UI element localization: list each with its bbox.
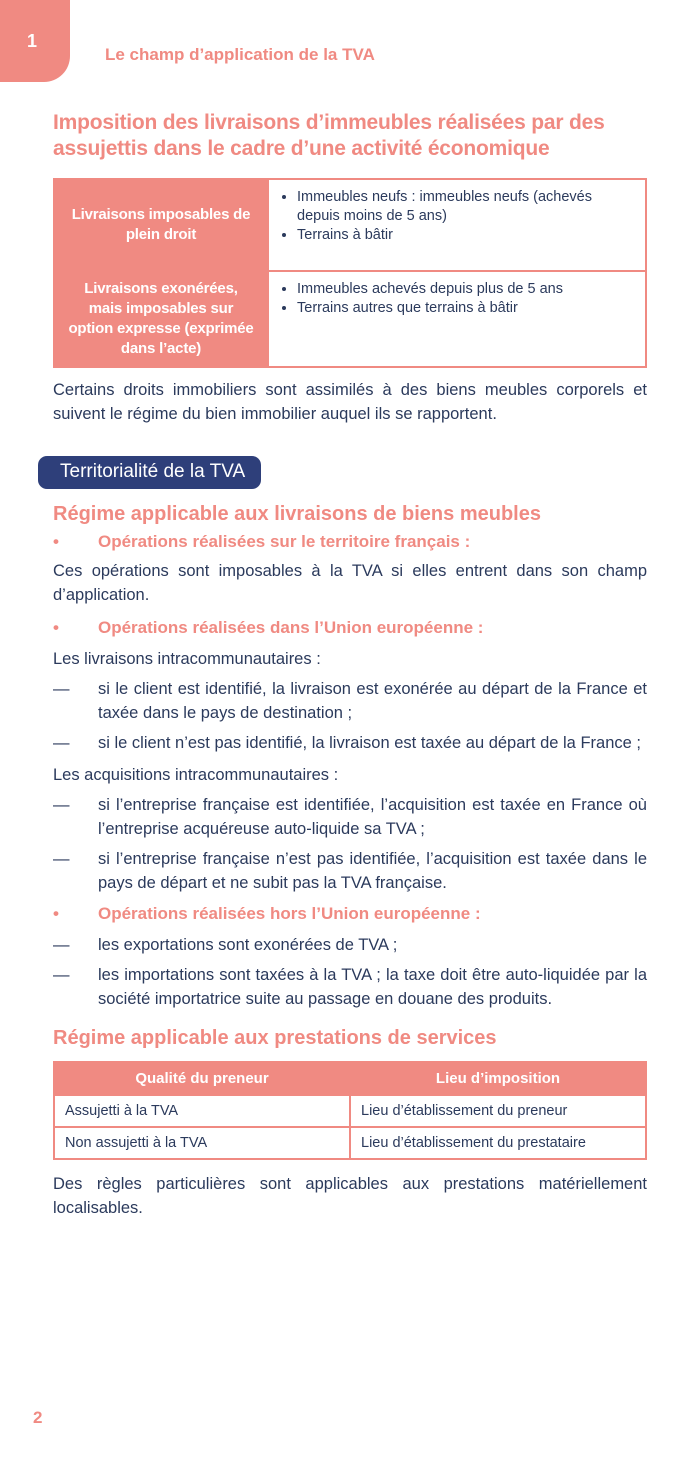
table-row — [54, 179, 646, 271]
list-item: — si le client est identifié, la livraison est exonérée au départ de la France et taxée dans le pays de destination ; — [53, 677, 647, 725]
hors-ue-heading: • Opérations réalisées hors l’Union européenne : — [53, 901, 647, 927]
list-item: — si l’entreprise française n’est pas identifiée, l’acquisition est taxée dans le pays de départ et ne subit pas la TVA française. — [53, 847, 647, 895]
list-item: • Immeubles achevés depuis plus de 5 ans — [297, 280, 635, 299]
france-heading: • Opérations réalisées sur le territoire français : — [53, 529, 647, 555]
row-values — [268, 271, 646, 367]
services-table — [53, 1061, 647, 1160]
table-cell: Lieu d’établissement du prestataire — [350, 1127, 646, 1159]
list-item: — si le client n’est pas identifié, la livraison est taxée au départ de la France ; — [53, 731, 647, 755]
row-label: Livraisons exonérées, mais imposables sur option expresse (exprimée dans l’acte) — [54, 271, 268, 367]
ue-heading: • Opérations réalisées dans l’Union européenne : — [53, 615, 647, 641]
dash-icon: — — [53, 850, 70, 868]
row-values — [268, 179, 646, 271]
table-row — [54, 271, 646, 367]
table-row — [54, 1095, 646, 1127]
livraisons-table — [53, 178, 647, 368]
table-header-row — [54, 1062, 646, 1095]
livraisons-intro: Les livraisons intracommunautaires : — [53, 650, 321, 668]
running-title: Le champ d’application de la TVA — [105, 45, 375, 64]
dash-icon: — — [53, 966, 70, 984]
biens-title: Régime applicable aux livraisons de biens meubles — [53, 503, 541, 525]
bullet-icon: • — [53, 904, 59, 923]
services-note: Des règles particulières sont applicables aux prestations matériellement localisables. — [53, 1175, 647, 1217]
column-header: Lieu d’imposition — [350, 1062, 646, 1095]
chapter-tab — [0, 0, 70, 82]
list-item: — si l’entreprise française est identifiée, l’acquisition est taxée en France où l’entreprise acquéreuse auto-liquide sa TVA ; — [53, 793, 647, 841]
france-text: Ces opérations sont imposables à la TVA si elles entrent dans son champ d’application. — [53, 562, 647, 604]
dash-icon: — — [53, 680, 70, 698]
section-pill: Territorialité de la TVA — [38, 456, 261, 489]
list-item: • Terrains autres que terrains à bâtir — [297, 299, 635, 318]
services-title: Régime applicable aux prestations de services — [53, 1027, 497, 1049]
bullet-icon: • — [53, 532, 59, 551]
list-item: — les importations sont taxées à la TVA ; la taxe doit être auto-liquidée par la société importatrice suite au passage en douane des produits. — [53, 963, 647, 1011]
row-label: Livraisons imposables de plein droit — [54, 179, 268, 271]
chapter-number: 1 — [26, 30, 37, 51]
list-item: • Immeubles neufs : immeubles neufs (achevés depuis moins de 5 ans) — [297, 188, 635, 226]
page-content — [53, 110, 647, 1220]
column-header: Qualité du preneur — [54, 1062, 350, 1095]
dash-icon: — — [53, 796, 70, 814]
imposition-note: Certains droits immobiliers sont assimilés à des biens meubles corporels et suivent le régime du bien immobilier auquel ils se rapportent. — [53, 381, 647, 423]
list-item: — les exportations sont exonérées de TVA ; — [53, 933, 647, 957]
table-cell: Lieu d’établissement du preneur — [350, 1095, 646, 1127]
dash-icon: — — [53, 734, 70, 752]
table-cell: Assujetti à la TVA — [54, 1095, 350, 1127]
bullet-icon: • — [53, 618, 59, 637]
table-cell: Non assujetti à la TVA — [54, 1127, 350, 1159]
table-row — [54, 1127, 646, 1159]
imposition-title: Imposition des livraisons d’immeubles réalisées par des assujettis dans le cadre d’une activité économique — [53, 111, 605, 160]
list-item: • Terrains à bâtir — [297, 226, 635, 245]
page-number: 2 — [33, 1408, 43, 1427]
acquisitions-intro: Les acquisitions intracommunautaires : — [53, 766, 339, 784]
dash-icon: — — [53, 936, 70, 954]
